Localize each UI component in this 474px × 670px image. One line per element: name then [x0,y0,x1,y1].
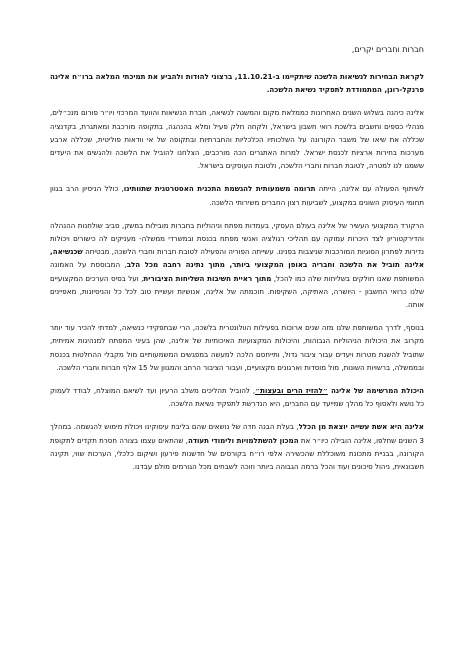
paragraph-institute [50,420,424,473]
endorsement-statement: , ברצוני להודות ולהביע את תמיכתי המלאה ברו״ח אלינה פרנקל-רונן, המתמודדת לתפקיד נשיאת הלשכה. [50,72,424,95]
paragraph-experience [50,219,424,311]
paragraph-election-endorsement [50,70,424,96]
strategic-intro: לשיתוף הפעולה עם אלינה, הייתה [315,184,425,194]
paragraph-capability [50,384,424,410]
capability-intro: היכולת המרשימה של אלינה [327,386,424,396]
paragraph-leadership: בנוסף, לדרך המשותפת שלנו מזה שנים ארוכות בפעילות הוולונטרית בלשכה, הרי שבתפקידי כנשיאה, למדתי להכיר עוד יותר מקרוב את היכולות הניהוליות הגבוהות, והיכולות המקצועיות האיכותיות של אלינה, שהן בעיני המפתח למנהיגות אמיתית, שתוביל להשגת מטרות ויעדים עבור ציבור גדול, ותייחסם הלכה למעשה במפגשים המשמעותיים מול מקבלי ההחלטות בכנסת ובממשלה, ברשויות השונות, מול מוסדות וארגונים מקצועיים, ועבור הציבור הרחב והמגוון של 15 אלף חברות וחברי הלשכה. [50,323,424,372]
institute-middle: , בעלת הבנה חדה של נושאים שהם בליבת עיסוקינו ויכולת מימוש להגשמה. במהלך 3 השנים שחלפו, אלינה הובילה כיו״ר את [50,422,424,445]
endorsement-text [50,72,424,94]
experience-tail: , ועל בסיס הערכים המקצועיים שלנו כרואי החשבון - היושרה, האתיקה, השקיפות. חוכמתה של אלינה, אנושיות ועשיית טוב לכל כל והניסיונות, מאפיינים אותה. [50,273,424,310]
capability-quote: ״להזיז הרים ובעצות״ [255,386,328,396]
institute-tail: , שהתאים עצמו בצורה חסרת תקדים לתקופת הקורונה, בבניית מתכונת משוכללת שהכשירה אלפי רו״ח בקורסים של חדשנות פירעון ושיקום כלכלי, הערכות שווי, תקינה חשבונאית, ניהול סיכונים ועוד והכל ברמה הגבוהה ביותר וזוכה לשבחים מכל הגורמים מולם עבדנו. [50,435,424,472]
experience-highlight: שכנשיאה, אלינה תוביל את הלשכה וחבריה באופן המקצועי ביותר, מתוך נתינה רחבה מכל הלב [50,247,424,270]
strategic-highlight: תרומה משמעותית להגשמת התכנית האסטרטגית שתוותינו [123,184,316,194]
public-mission-highlight: מתוך ראיית חשיבות השליחות הציבורית [143,273,272,283]
paragraph-background: אלינה כיהנה בשלוש השנים האחרונות כממלאת מקום והמשנה לנשיאה, חברת הנשיאות והוועד המרכזי ויו״ר פורום מנכ״לים, מנהלי כספים וחשבים בלשכת רואי חשבון בישראל, ולקחה חלק פעיל ומלא בהנהגה, בתקופה מורכבת ומאתגרת, בקדנציה שכללה את שיאו של משבר הקורונה על השלכותיו הכלכליות והחברתיות ובתקופה של אי וודאות פוליטית, שכללה ארבע מערכות בחירות ארציות לכנסת ישראל. למרות האתגרים הכה מורכבים, הצלחנו להוביל את הלשכה ולהגשים את היעדים ששמנו לנו למטרה, לטובת חברות וחברי הלשכה, ולטובת העוסקים בישראל. [50,108,424,171]
strategic-tail: , כולל הניסיון הרב בגוון תחומי העיסוק השונים במקצוע, לשביעות רצון החברים משירותי הלשכה. [50,184,424,207]
experience-intro: הרקורד המקצועי העשיר של אלינה בעולם העסקי, בעמדות מפתח וניהוליות בחברות מובילות במשק, סביב שולחנות ההנהלה והדירקטוריון לצד היכרות עמוקה עם תהליכי רגולציה ואנשי מפתח בכנסת ובמשרדי ממשלה- מעניקים לה כישורים ויכולות נדירות לפתרון הסוגיות המורכבות שניצבות בפנינו. עשייתה הפוריה והפעילה לטובת חברות וחברי הלשכה, מבטיחה [50,220,424,257]
institute-name: המכון להשתלמויות ולימודי תעודה [187,435,299,445]
greeting: חברות וחברים יקרים, [351,45,424,54]
experience-middle: , המבוססת על האמונה המשותפת שאנו חולקים בשליחות שלה כמו להכל, [50,260,424,283]
election-date: 11.10.21 [237,72,273,81]
endorsement-intro: לקראת הבחירות לנשיאות הלשכה שיתקיימו ב- [272,72,424,81]
capability-tail: , להוביל תהליכים משלב הרעיון ועד לשיאם המוצלח, לבודד לעמוק כל נושא ולאסוף כל מהלך שמייעד עם החברים, היא הנדרשת לתפקיד נשיאת הלשכה. [50,386,424,409]
paragraph-strategic-plan [50,182,424,208]
institute-intro: אלינה היא אשת עשייה יוצאת מן הכלל [298,422,424,432]
